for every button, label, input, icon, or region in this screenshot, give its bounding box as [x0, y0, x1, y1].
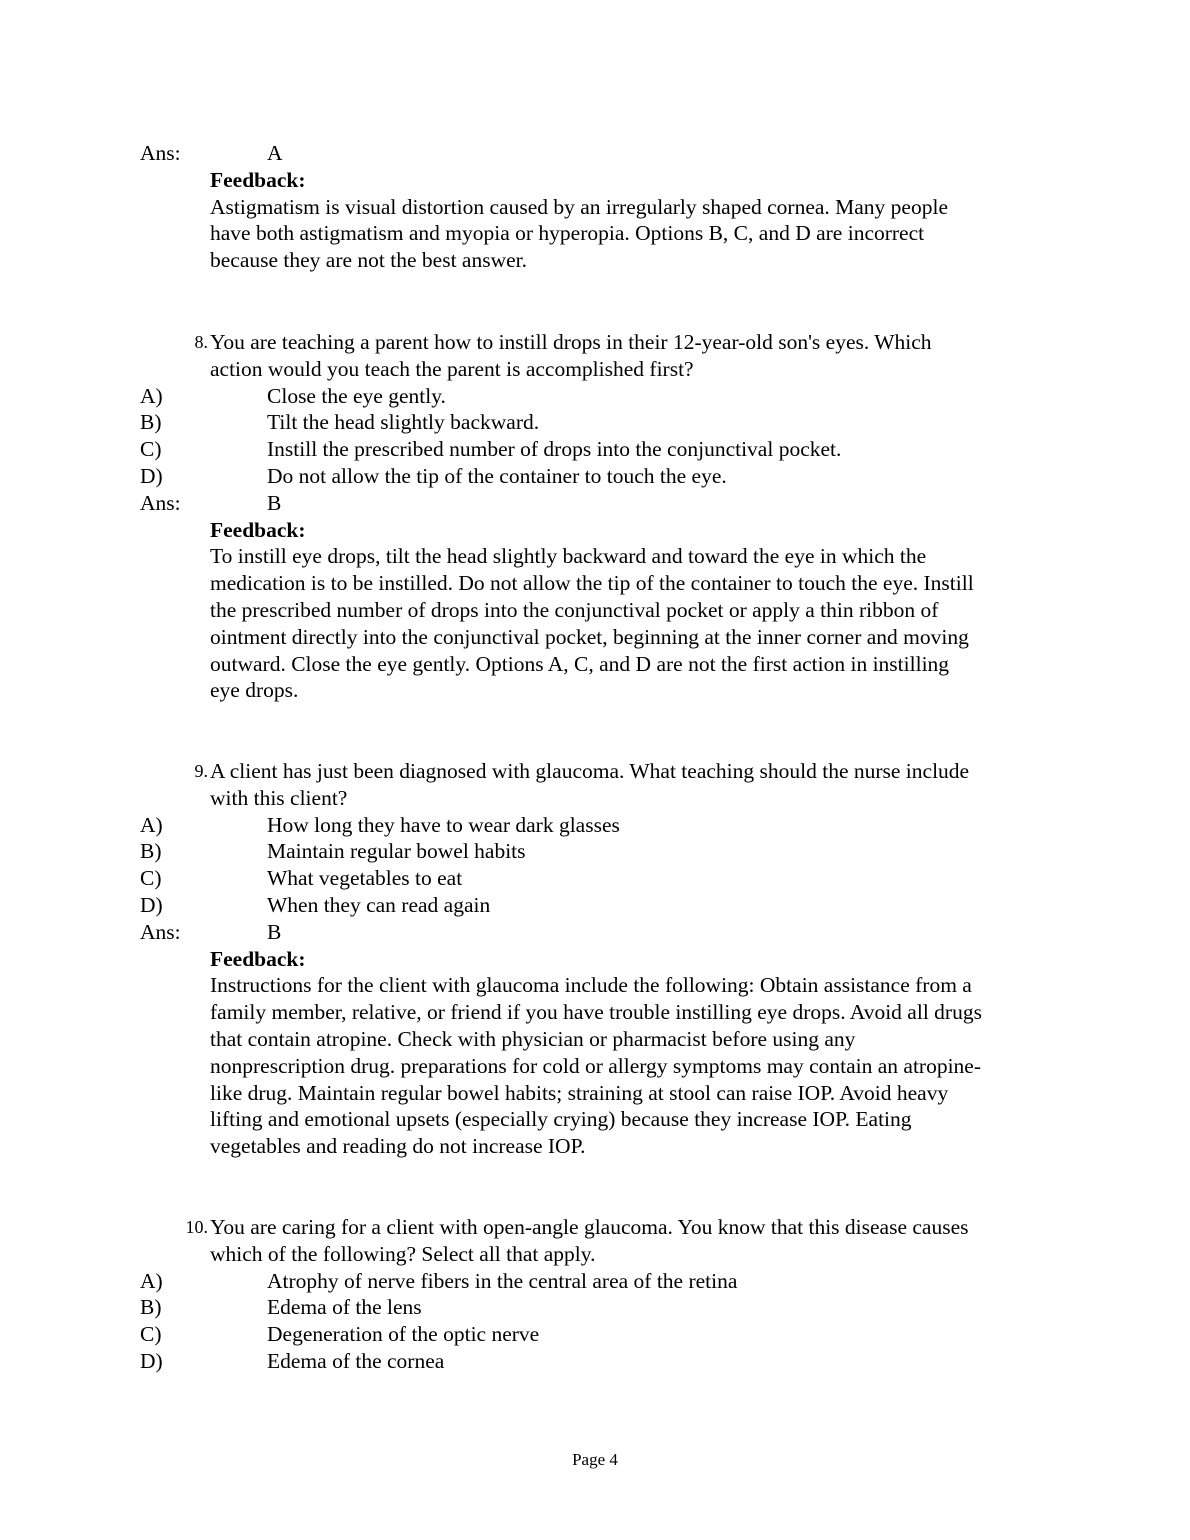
- option-b: [0, 1294, 1190, 1321]
- option-text: Maintain regular bowel habits: [267, 839, 526, 864]
- option-label: C): [140, 866, 162, 891]
- question-text: You are teaching a parent how to instill drops in their 12-year-old son's eyes. Which: [210, 330, 932, 354]
- option-label: D): [140, 1348, 163, 1373]
- feedback-heading: Feedback:: [210, 946, 306, 971]
- question-8: [0, 329, 1190, 704]
- feedback-line: because they are not the best answer.: [210, 248, 527, 273]
- option-text: Tilt the head slightly backward.: [267, 410, 540, 435]
- option-a: [0, 1268, 1190, 1295]
- question-7-answer: [0, 140, 1190, 274]
- page-number: Page 4: [572, 1450, 618, 1469]
- feedback-line: like drug. Maintain regular bowel habits; straining at stool can raise IOP. Avoid heavy: [210, 1080, 949, 1105]
- feedback-line: Instructions for the client with glaucoma include the following: Obtain assistance from a: [210, 973, 972, 998]
- feedback-line: eye drops.: [210, 678, 299, 703]
- option-a: [0, 812, 1190, 839]
- option-b: [0, 409, 1190, 436]
- option-c: [0, 436, 1190, 463]
- question-text: with this client?: [210, 785, 348, 810]
- option-label: C): [140, 437, 162, 462]
- feedback-line: Astigmatism is visual distortion caused by an irregularly shaped cornea. Many people: [210, 194, 948, 219]
- option-d: [0, 892, 1190, 919]
- feedback-line: nonprescription drug. preparations for cold or allergy symptoms may contain an atropine-: [210, 1053, 982, 1078]
- option-text: Atrophy of nerve fibers in the central area of the retina: [267, 1268, 738, 1293]
- answer-value: B: [267, 490, 282, 515]
- option-label: B): [140, 839, 162, 864]
- feedback-line: that contain atropine. Check with physician or pharmacist before using any: [210, 1026, 856, 1051]
- option-label: D): [140, 892, 163, 917]
- option-d: [0, 463, 1190, 490]
- option-c: [0, 865, 1190, 892]
- feedback-line: outward. Close the eye gently. Options A, C, and D are not the first action in instilling: [210, 651, 950, 676]
- question-number: 9.: [194, 761, 208, 781]
- option-label: A): [140, 383, 163, 408]
- option-label: C): [140, 1322, 162, 1347]
- option-text: How long they have to wear dark glasses: [267, 812, 620, 837]
- feedback-line: To instill eye drops, tilt the head slightly backward and toward the eye in which the: [210, 544, 927, 569]
- feedback-line: the prescribed number of drops into the conjunctival pocket or apply a thin ribbon of: [210, 597, 939, 622]
- question-text: You are caring for a client with open-angle glaucoma. You know that this disease causes: [210, 1215, 969, 1239]
- feedback-heading: Feedback:: [210, 167, 306, 192]
- answer-value: A: [267, 141, 283, 165]
- option-text: Edema of the cornea: [267, 1348, 445, 1373]
- feedback-line: ointment directly into the conjunctival pocket, beginning at the inner corner and moving: [210, 624, 969, 649]
- feedback-line: lifting and emotional upsets (especially crying) because they increase IOP. Eating: [210, 1107, 912, 1132]
- answer-label: Ans:: [140, 490, 181, 515]
- option-text: Edema of the lens: [267, 1295, 422, 1320]
- feedback-line: vegetables and reading do not increase IOP.: [210, 1134, 586, 1159]
- question-number: 10.: [185, 1217, 208, 1237]
- option-text: What vegetables to eat: [267, 866, 463, 891]
- option-label: B): [140, 410, 162, 435]
- option-a: [0, 383, 1190, 410]
- question-text: A client has just been diagnosed with glaucoma. What teaching should the nurse include: [210, 759, 970, 783]
- option-text: Do not allow the tip of the container to touch the eye.: [267, 463, 727, 488]
- option-d: [0, 1348, 1190, 1375]
- question-text: action would you teach the parent is accomplished first?: [210, 356, 694, 381]
- option-text: Degeneration of the optic nerve: [267, 1322, 540, 1347]
- question-number: 8.: [194, 332, 208, 352]
- answer-label: Ans:: [140, 919, 181, 944]
- question-9: [0, 758, 1190, 1160]
- feedback-line: family member, relative, or friend if you have trouble instilling eye drops. Avoid all drugs: [210, 1000, 982, 1025]
- feedback-line: medication is to be instilled. Do not allow the tip of the container to touch the eye. Instill: [210, 571, 974, 596]
- answer-label: Ans:: [140, 141, 181, 165]
- feedback-line: have both astigmatism and myopia or hyperopia. Options B, C, and D are incorrect: [210, 221, 925, 246]
- option-label: B): [140, 1295, 162, 1320]
- option-text: Close the eye gently.: [267, 383, 446, 408]
- option-b: [0, 838, 1190, 865]
- question-10: [0, 1214, 1190, 1375]
- answer-value: B: [267, 919, 282, 944]
- option-label: D): [140, 463, 163, 488]
- option-label: A): [140, 1268, 163, 1293]
- question-text: which of the following? Select all that apply.: [210, 1241, 596, 1266]
- option-text: When they can read again: [267, 892, 491, 917]
- option-label: A): [140, 812, 163, 837]
- option-text: Instill the prescribed number of drops into the conjunctival pocket.: [267, 437, 842, 462]
- option-c: [0, 1321, 1190, 1348]
- feedback-heading: Feedback:: [210, 517, 306, 542]
